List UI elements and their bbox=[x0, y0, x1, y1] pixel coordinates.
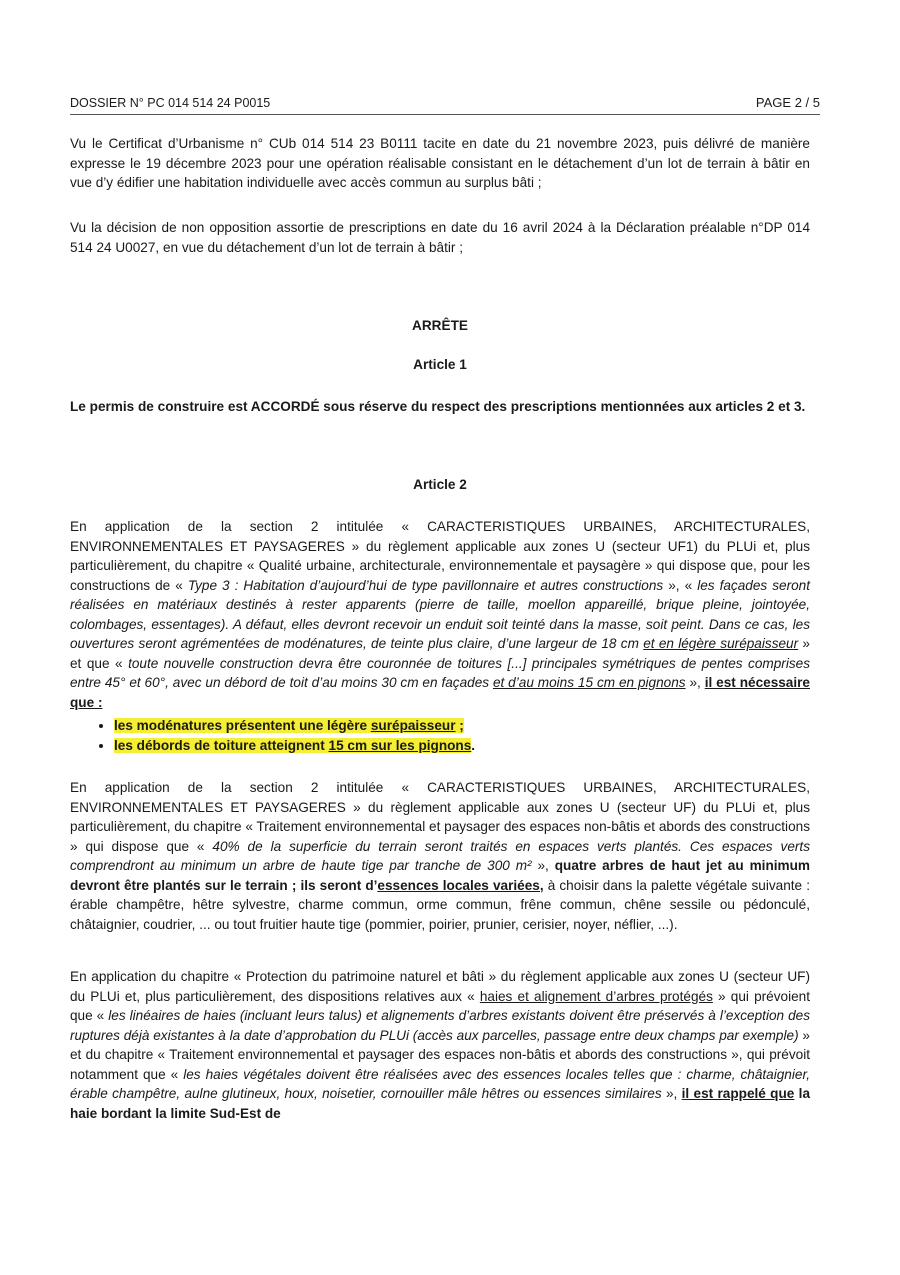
article2-paragraph-1: En application de la section 2 intitulée « CARACTERISTIQUES URBAINES, ARCHITECTURALES, ENVIRONNEMENTALES ET PAYSAGERES » du règlement applicable aux zones U (secteur UF1) du PLUi et, plus particulièrement, du chapitre « Qualité urbaine, architecturale, environnementale et paysagère » qui dispose que, pour les constructions de « Type 3 : Habitation d’aujourd’hui de type pavillonnaire et autres constructions », « les façades seront réalisées en matériaux destinés à rester apparents (pierre de taille, moellon appareillé, brique pleine, jointoyée, colombages, essentages). A défaut, elles devront recevoir un enduit soit teinté dans la masse, soit peint. Dans ce cas, les ouvertures seront agrémentées de modénatures, de teinte plus claire, d’une largeur de 18 cm et en légère surépaisseur » et que « toute nouvelle construction devra être couronnée de toitures [...] principales symétriques de pentes comprises entre 45° et 60°, avec un débord de toit d’au moins 30 cm en façades et d’au moins 15 cm en pignons », il est nécessaire que : bbox=[70, 519, 810, 710]
page-header bbox=[70, 96, 820, 115]
intro-paragraph-1: Vu le Certificat d’Urbanisme n° CUb 014 514 23 B0111 tacite en date du 21 novembre 2023, puis délivré de manière expresse le 19 décembre 2023 pour une opération réalisable consistant en le détachement d’un lot de terrain à bâtir en vue d’y édifier une habitation individuelle avec accès commun au surplus bâti ; bbox=[70, 136, 810, 190]
page-number: PAGE 2 / 5 bbox=[755, 95, 820, 110]
article1-text: Le permis de construire est ACCORDÉ sous réserve du respect des prescriptions mentionnées aux articles 2 et 3. bbox=[70, 399, 806, 414]
arrete-heading: ARRÊTE bbox=[412, 318, 468, 333]
list-item: • les débords de toiture atteignent 15 cm sur les pignons. bbox=[114, 736, 475, 756]
article2-paragraph-2: En application de la section 2 intitulée « CARACTERISTIQUES URBAINES, ARCHITECTURALES, ENVIRONNEMENTALES ET PAYSAGERES » du règlement applicable aux zones U (secteur UF) du PLUi et, plus particulièrement, du chapitre « Traitement environnemental et paysager des espaces non-bâtis et abords des constructions » qui dispose que « 40% de la superficie du terrain seront traités en espaces verts plantés. Ces espaces verts comprendront au minimum un arbre de haute tige par tranche de 300 m² », quatre arbres de haut jet au minimum devront être plantés sur le terrain ; ils seront d’essences locales variées, à choisir dans la palette végétale suivante : érable champêtre, hêtre sylvestre, charme commun, orme commun, frêne commun, chêne sessile ou pédonculé, châtaignier, coudrier, ... ou tout fruitier haute tige (pommier, poirier, prunier, cerisier, noyer, néflier, ...). bbox=[70, 780, 810, 932]
article1-title: Article 1 bbox=[413, 357, 467, 372]
prescription-list bbox=[96, 716, 475, 755]
article2-title: Article 2 bbox=[413, 477, 467, 492]
dossier-number: DOSSIER N° PC 014 514 24 P0015 bbox=[70, 96, 271, 110]
intro-paragraph-2: Vu la décision de non opposition assortie de prescriptions en date du 16 avril 2024 à la Déclaration préalable n°DP 014 514 24 U0027, en vue du détachement d’un lot de terrain à bâtir ; bbox=[70, 220, 810, 255]
list-item: • les modénatures présentent une légère surépaisseur ; bbox=[114, 716, 475, 736]
article2-paragraph-3: En application du chapitre « Protection du patrimoine naturel et bâti » du règlement applicable aux zones U (secteur UF) du PLUi et, plus particulièrement, des dispositions relatives aux « haies et alignement d’arbres protégés » qui prévoient que « les linéaires de haies (incluant leurs talus) et alignements d’arbres existants doivent être préservés à l’exception des ruptures déjà existantes à la date d’approbation du PLUi (accès aux parcelles, passage entre deux champs par exemple) » et du chapitre « Traitement environnemental et paysager des espaces non-bâtis et abords des constructions », qui prévoit notamment que « les haies végétales doivent être réalisées avec des essences locales telles que : charme, châtaignier, érable champêtre, aulne glutineux, houx, noisetier, cornouiller mâle hêtres ou essences similaires », il est rappelé que la haie bordant la limite Sud-Est de bbox=[70, 969, 811, 1121]
